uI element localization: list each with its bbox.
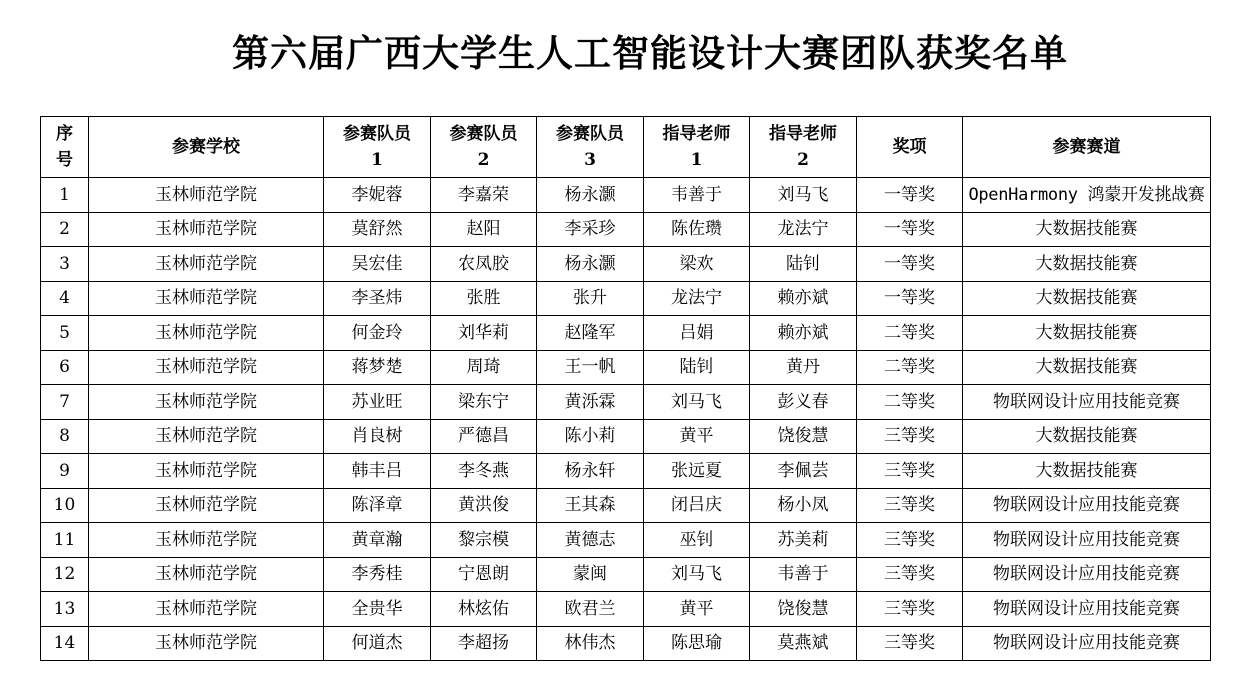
- cell-member-2: 李超扬: [431, 626, 537, 661]
- cell-member-2: 梁东宁: [431, 385, 537, 420]
- cell-award: 三等奖: [857, 454, 963, 489]
- table-row: [41, 557, 1211, 592]
- cell-member-1: 何道杰: [324, 626, 431, 661]
- cell-advisor-1: 吕娟: [644, 316, 750, 351]
- cell-track: 大数据技能赛: [963, 316, 1211, 351]
- header-advisor-2: [750, 117, 857, 178]
- cell-advisor-1: 陈思瑜: [644, 626, 750, 661]
- cell-advisor-1: 陆钊: [644, 350, 750, 385]
- cell-member-3: 王其森: [537, 488, 644, 523]
- cell-school: 玉林师范学院: [89, 557, 324, 592]
- cell-member-3: 陈小莉: [537, 419, 644, 454]
- cell-track: 大数据技能赛: [963, 247, 1211, 282]
- cell-school: 玉林师范学院: [89, 178, 324, 213]
- cell-track: 大数据技能赛: [963, 350, 1211, 385]
- header-label: 序: [56, 124, 73, 144]
- table-row: [41, 212, 1211, 247]
- header-label: 参赛学校: [172, 137, 240, 157]
- cell-member-1: 陈泽章: [324, 488, 431, 523]
- cell-member-3: 黄德志: [537, 523, 644, 558]
- cell-award: 一等奖: [857, 178, 963, 213]
- table-row: [41, 454, 1211, 489]
- cell-advisor-1: 刘马飞: [644, 557, 750, 592]
- table-row: [41, 247, 1211, 282]
- cell-award: 三等奖: [857, 626, 963, 661]
- cell-member-2: 黄洪俊: [431, 488, 537, 523]
- cell-award: 三等奖: [857, 523, 963, 558]
- table-row: [41, 626, 1211, 661]
- cell-member-2: 赵阳: [431, 212, 537, 247]
- cell-member-2: 李嘉荣: [431, 178, 537, 213]
- table-row: [41, 488, 1211, 523]
- cell-school: 玉林师范学院: [89, 212, 324, 247]
- cell-advisor-1: 张远夏: [644, 454, 750, 489]
- table-row: [41, 419, 1211, 454]
- table-row: [41, 385, 1211, 420]
- header-school: [89, 117, 324, 178]
- cell-advisor-2: 莫燕斌: [750, 626, 857, 661]
- cell-advisor-2: 饶俊慧: [750, 419, 857, 454]
- cell-member-1: 何金玲: [324, 316, 431, 351]
- cell-member-3: 王一帆: [537, 350, 644, 385]
- cell-member-3: 杨永灏: [537, 178, 644, 213]
- cell-award: 一等奖: [857, 212, 963, 247]
- cell-index: 5: [41, 316, 89, 351]
- cell-member-3: 杨永灏: [537, 247, 644, 282]
- header-member-2: [431, 117, 537, 178]
- cell-index: 14: [41, 626, 89, 661]
- header-member-3: [537, 117, 644, 178]
- header-label: 1: [690, 150, 703, 170]
- cell-member-3: 林伟杰: [537, 626, 644, 661]
- cell-index: 1: [41, 178, 89, 213]
- cell-member-2: 周琦: [431, 350, 537, 385]
- cell-school: 玉林师范学院: [89, 247, 324, 282]
- cell-index: 6: [41, 350, 89, 385]
- cell-advisor-2: 赖亦斌: [750, 281, 857, 316]
- cell-index: 12: [41, 557, 89, 592]
- cell-school: 玉林师范学院: [89, 419, 324, 454]
- cell-member-2: 宁恩朗: [431, 557, 537, 592]
- cell-advisor-1: 黄平: [644, 592, 750, 627]
- cell-track: 大数据技能赛: [963, 419, 1211, 454]
- cell-member-1: 李圣炜: [324, 281, 431, 316]
- cell-member-3: 黄泺霖: [537, 385, 644, 420]
- header-award: [857, 117, 963, 178]
- cell-track: 物联网设计应用技能竞赛: [963, 523, 1211, 558]
- cell-track: OpenHarmony 鸿蒙开发挑战赛: [963, 178, 1211, 213]
- cell-school: 玉林师范学院: [89, 592, 324, 627]
- cell-index: 2: [41, 212, 89, 247]
- cell-school: 玉林师范学院: [89, 281, 324, 316]
- header-label: 奖项: [892, 137, 927, 157]
- table-row: [41, 178, 1211, 213]
- cell-member-3: 李采珍: [537, 212, 644, 247]
- cell-index: 11: [41, 523, 89, 558]
- header-advisor-1: [644, 117, 750, 178]
- cell-member-2: 严德昌: [431, 419, 537, 454]
- cell-advisor-1: 黄平: [644, 419, 750, 454]
- cell-track: 物联网设计应用技能竞赛: [963, 626, 1211, 661]
- header-index: [41, 117, 89, 178]
- cell-advisor-2: 陆钊: [750, 247, 857, 282]
- cell-index: 7: [41, 385, 89, 420]
- cell-member-3: 杨永轩: [537, 454, 644, 489]
- cell-member-3: 赵隆军: [537, 316, 644, 351]
- cell-advisor-2: 饶俊慧: [750, 592, 857, 627]
- header-label: 号: [56, 150, 73, 170]
- table-row: [41, 350, 1211, 385]
- header-label: 2: [797, 150, 809, 170]
- cell-advisor-1: 刘马飞: [644, 385, 750, 420]
- cell-index: 4: [41, 281, 89, 316]
- cell-advisor-2: 韦善于: [750, 557, 857, 592]
- cell-member-2: 黎宗模: [431, 523, 537, 558]
- cell-advisor-1: 巫钊: [644, 523, 750, 558]
- cell-index: 10: [41, 488, 89, 523]
- cell-advisor-1: 韦善于: [644, 178, 750, 213]
- cell-school: 玉林师范学院: [89, 488, 324, 523]
- cell-advisor-2: 龙法宁: [750, 212, 857, 247]
- cell-school: 玉林师范学院: [89, 626, 324, 661]
- cell-advisor-2: 赖亦斌: [750, 316, 857, 351]
- cell-member-1: 李秀桂: [324, 557, 431, 592]
- cell-advisor-1: 龙法宁: [644, 281, 750, 316]
- cell-award: 三等奖: [857, 557, 963, 592]
- table-row: [41, 592, 1211, 627]
- table-row: [41, 281, 1211, 316]
- page-title: 第六届广西大学生人工智能设计大赛团队获奖名单: [232, 31, 1068, 75]
- cell-track: 大数据技能赛: [963, 212, 1211, 247]
- header-label: 指导老师: [662, 124, 731, 144]
- cell-member-1: 苏业旺: [324, 385, 431, 420]
- cell-advisor-2: 苏美莉: [750, 523, 857, 558]
- cell-award: 三等奖: [857, 488, 963, 523]
- header-member-1: [324, 117, 431, 178]
- header-label: 3: [584, 150, 596, 170]
- cell-index: 9: [41, 454, 89, 489]
- header-label: 2: [477, 150, 490, 170]
- cell-member-1: 肖良树: [324, 419, 431, 454]
- cell-advisor-2: 李佩芸: [750, 454, 857, 489]
- cell-member-1: 黄章瀚: [324, 523, 431, 558]
- cell-advisor-1: 梁欢: [644, 247, 750, 282]
- cell-advisor-2: 黄丹: [750, 350, 857, 385]
- cell-member-1: 莫舒然: [324, 212, 431, 247]
- cell-member-1: 蒋梦楚: [324, 350, 431, 385]
- cell-index: 3: [41, 247, 89, 282]
- cell-award: 一等奖: [857, 281, 963, 316]
- cell-advisor-1: 闭吕庆: [644, 488, 750, 523]
- cell-index: 13: [41, 592, 89, 627]
- table-header-row: [41, 117, 1211, 178]
- cell-track: 物联网设计应用技能竞赛: [963, 592, 1211, 627]
- cell-advisor-2: 杨小凤: [750, 488, 857, 523]
- cell-member-3: 欧君兰: [537, 592, 644, 627]
- cell-member-3: 蒙闽: [537, 557, 644, 592]
- cell-member-2: 李冬燕: [431, 454, 537, 489]
- cell-advisor-1: 陈佐瓒: [644, 212, 750, 247]
- cell-award: 一等奖: [857, 247, 963, 282]
- header-track: [963, 117, 1211, 178]
- cell-member-1: 李妮蓉: [324, 178, 431, 213]
- award-table: [40, 116, 1211, 661]
- cell-award: 二等奖: [857, 316, 963, 351]
- cell-school: 玉林师范学院: [89, 385, 324, 420]
- cell-school: 玉林师范学院: [89, 316, 324, 351]
- cell-track: 物联网设计应用技能竞赛: [963, 488, 1211, 523]
- cell-school: 玉林师范学院: [89, 350, 324, 385]
- cell-member-2: 刘华莉: [431, 316, 537, 351]
- cell-track: 物联网设计应用技能竞赛: [963, 385, 1211, 420]
- cell-advisor-2: 彭义春: [750, 385, 857, 420]
- cell-index: 8: [41, 419, 89, 454]
- cell-track: 物联网设计应用技能竞赛: [963, 557, 1211, 592]
- header-label: 参赛队员: [343, 124, 411, 144]
- cell-member-3: 张升: [537, 281, 644, 316]
- cell-award: 三等奖: [857, 592, 963, 627]
- cell-member-1: 吴宏佳: [324, 247, 431, 282]
- cell-member-2: 林炫佑: [431, 592, 537, 627]
- cell-award: 二等奖: [857, 385, 963, 420]
- header-label: 指导老师: [769, 124, 837, 144]
- cell-award: 二等奖: [857, 350, 963, 385]
- cell-track: 大数据技能赛: [963, 281, 1211, 316]
- cell-track: 大数据技能赛: [963, 454, 1211, 489]
- table-row: [41, 316, 1211, 351]
- cell-member-2: 农凤胶: [431, 247, 537, 282]
- cell-member-1: 韩丰吕: [324, 454, 431, 489]
- cell-school: 玉林师范学院: [89, 523, 324, 558]
- header-label: 参赛队员: [556, 124, 624, 144]
- cell-member-1: 全贵华: [324, 592, 431, 627]
- cell-school: 玉林师范学院: [89, 454, 324, 489]
- header-label: 参赛队员: [449, 124, 518, 144]
- cell-advisor-2: 刘马飞: [750, 178, 857, 213]
- cell-member-2: 张胜: [431, 281, 537, 316]
- cell-award: 三等奖: [857, 419, 963, 454]
- header-label: 1: [371, 150, 383, 170]
- header-label: 参赛赛道: [1052, 137, 1121, 157]
- table-row: [41, 523, 1211, 558]
- table-body: [41, 178, 1211, 661]
